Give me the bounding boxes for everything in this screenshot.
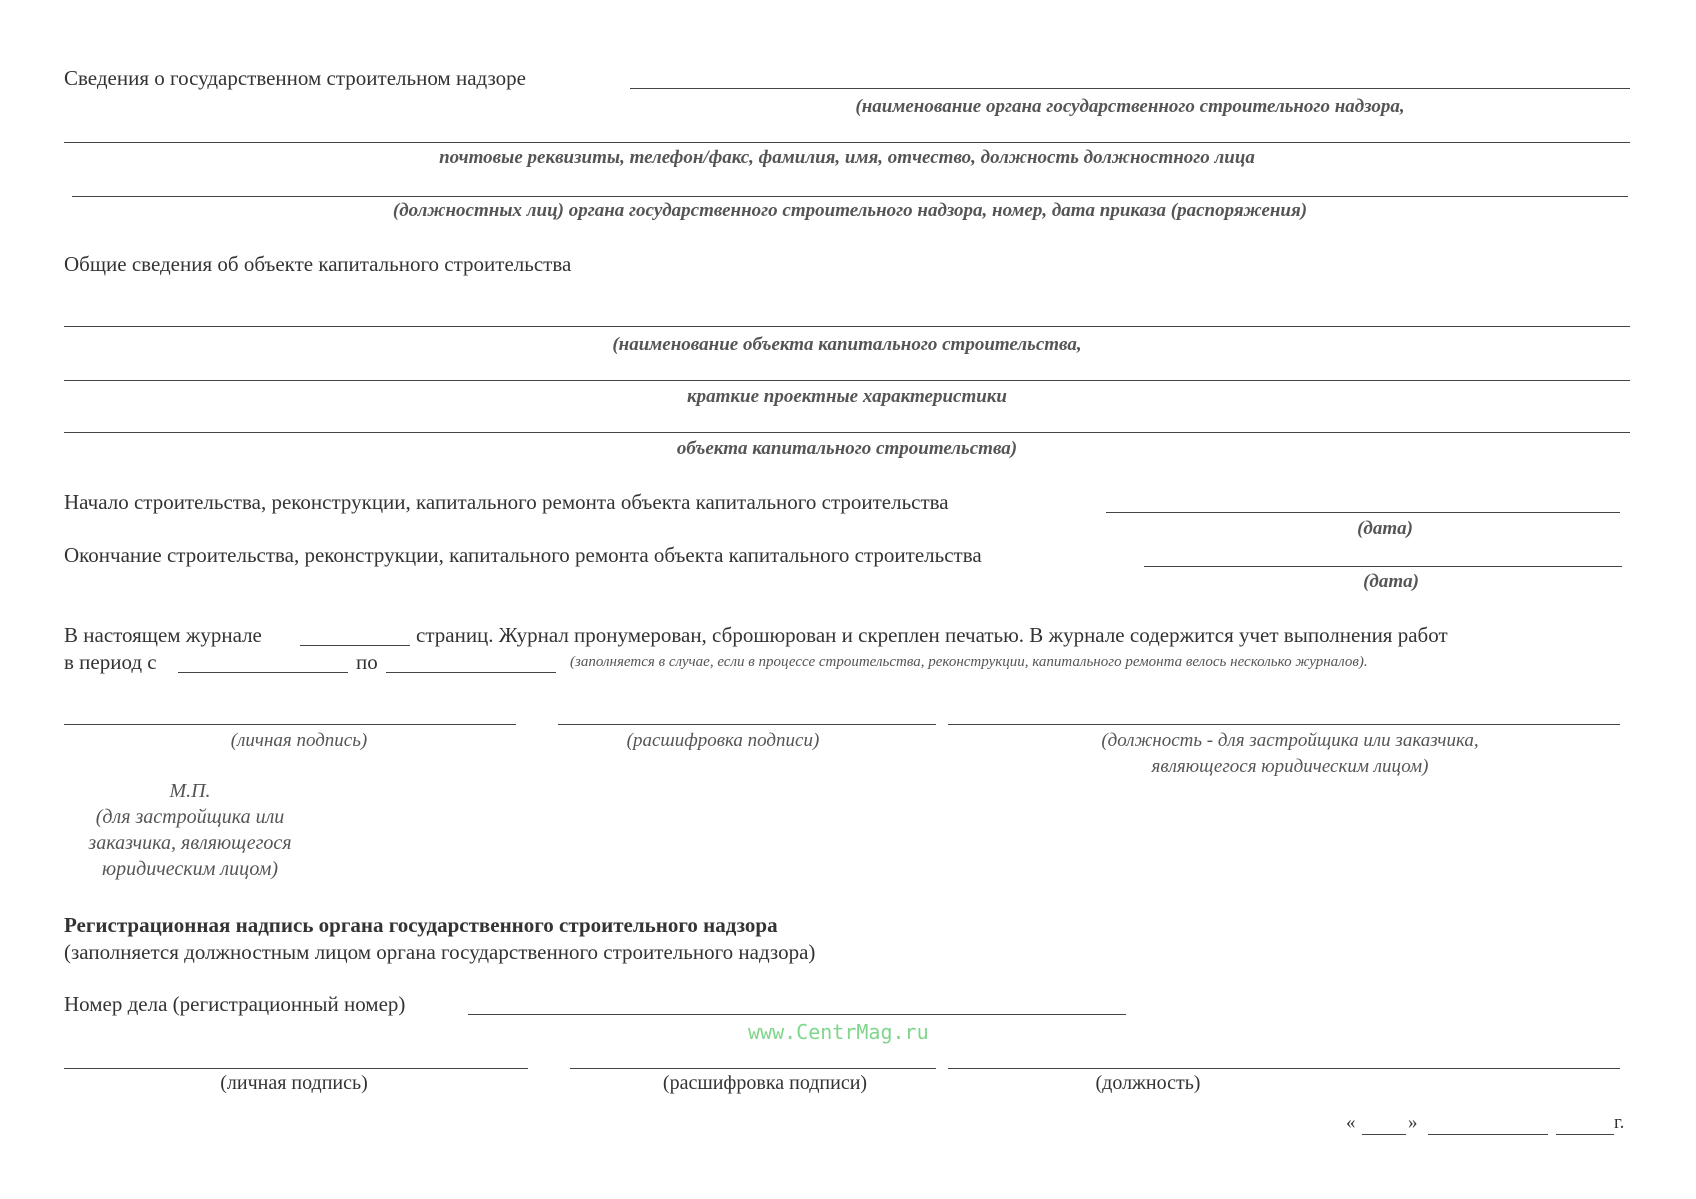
date-year-line[interactable]	[1556, 1134, 1614, 1135]
date-open-quote: «	[1346, 1112, 1356, 1133]
signature2-personal-line[interactable]	[64, 1068, 528, 1069]
signature1-position-hint-1: (должность - для застройщика или заказчика,	[1101, 730, 1479, 751]
stamp-note-1: (для застройщика или	[95, 806, 285, 828]
date-close-quote: »	[1408, 1112, 1418, 1133]
stamp-note-3: юридическим лицом)	[102, 858, 278, 880]
journal-text-2: страниц. Журнал пронумерован, сброшюрован и скреплен печатью. В журнале содержится учет выполнения работ	[416, 623, 1448, 647]
end-date-hint: (дата)	[1363, 571, 1419, 592]
date-day-line[interactable]	[1362, 1134, 1406, 1135]
object-info-label: Общие сведения об объекте капитального строительства	[64, 252, 572, 276]
start-date-label: Начало строительства, реконструкции, капитального ремонта объекта капитального строительства	[64, 490, 949, 514]
object-line-1[interactable]	[64, 326, 1630, 327]
supervision-line-2[interactable]	[64, 142, 1630, 143]
pages-count-line[interactable]	[300, 645, 410, 646]
case-number-label: Номер дела (регистрационный номер)	[64, 992, 406, 1016]
signature2-position-hint: (должность)	[1095, 1072, 1201, 1094]
start-date-hint: (дата)	[1357, 518, 1413, 539]
supervision-line-3[interactable]	[72, 196, 1628, 197]
end-date-line[interactable]	[1144, 566, 1622, 567]
period-to-label: по	[356, 650, 378, 674]
supervision-hint-2: почтовые реквизиты, телефон/факс, фамилия, имя, отчество, должность должностного лица	[439, 147, 1255, 168]
object-line-3[interactable]	[64, 432, 1630, 433]
start-date-line[interactable]	[1106, 512, 1620, 513]
end-date-label: Окончание строительства, реконструкции, капитального ремонта объекта капитального строительства	[64, 543, 982, 567]
supervision-hint-3: (должностных лиц) органа государственного строительного надзора, номер, дата приказа (распоряжения)	[392, 200, 1308, 221]
stamp-note-2: заказчика, являющегося	[88, 832, 292, 854]
object-hint-3: объекта капитального строительства)	[676, 438, 1018, 459]
stamp-label: М.П.	[169, 780, 211, 802]
signature2-personal-hint: (личная подпись)	[220, 1072, 368, 1094]
supervision-hint-1: (наименование органа государственного строительного надзора,	[855, 96, 1405, 117]
date-month-line[interactable]	[1428, 1134, 1548, 1135]
signature2-decoding-line[interactable]	[570, 1068, 936, 1069]
signature1-position-line[interactable]	[948, 724, 1620, 725]
signature1-position-hint-2: являющегося юридическим лицом)	[1151, 756, 1429, 777]
case-number-line[interactable]	[468, 1014, 1126, 1015]
journal-note: (заполняется в случае, если в процессе строительства, реконструкции, капитального ремонта велось несколько журналов).	[570, 654, 1368, 670]
signature1-decoding-line[interactable]	[558, 724, 936, 725]
signature2-decoding-hint: (расшифровка подписи)	[662, 1072, 868, 1094]
object-hint-2: краткие проектные характеристики	[687, 386, 1007, 407]
period-to-line[interactable]	[386, 672, 556, 673]
signature1-personal-hint: (личная подпись)	[230, 730, 368, 751]
supervision-label: Сведения о государственном строительном надзоре	[64, 66, 526, 90]
object-hint-1: (наименование объекта капитального строительства,	[612, 334, 1082, 355]
signature1-decoding-hint: (расшифровка подписи)	[626, 730, 820, 751]
journal-text-1: В настоящем журнале	[64, 623, 262, 647]
period-from-line[interactable]	[178, 672, 348, 673]
registration-title: Регистрационная надпись органа государственного строительного надзора	[64, 913, 778, 937]
period-from-label: в период с	[64, 650, 157, 674]
signature2-position-line[interactable]	[948, 1068, 1620, 1069]
signature1-personal-line[interactable]	[64, 724, 516, 725]
registration-subtitle: (заполняется должностным лицом органа государственного строительного надзора)	[64, 940, 816, 964]
watermark: www.CentrMag.ru	[748, 1020, 929, 1044]
object-line-2[interactable]	[64, 380, 1630, 381]
date-year-suffix: г.	[1614, 1112, 1625, 1133]
supervision-line-1[interactable]	[630, 88, 1630, 89]
